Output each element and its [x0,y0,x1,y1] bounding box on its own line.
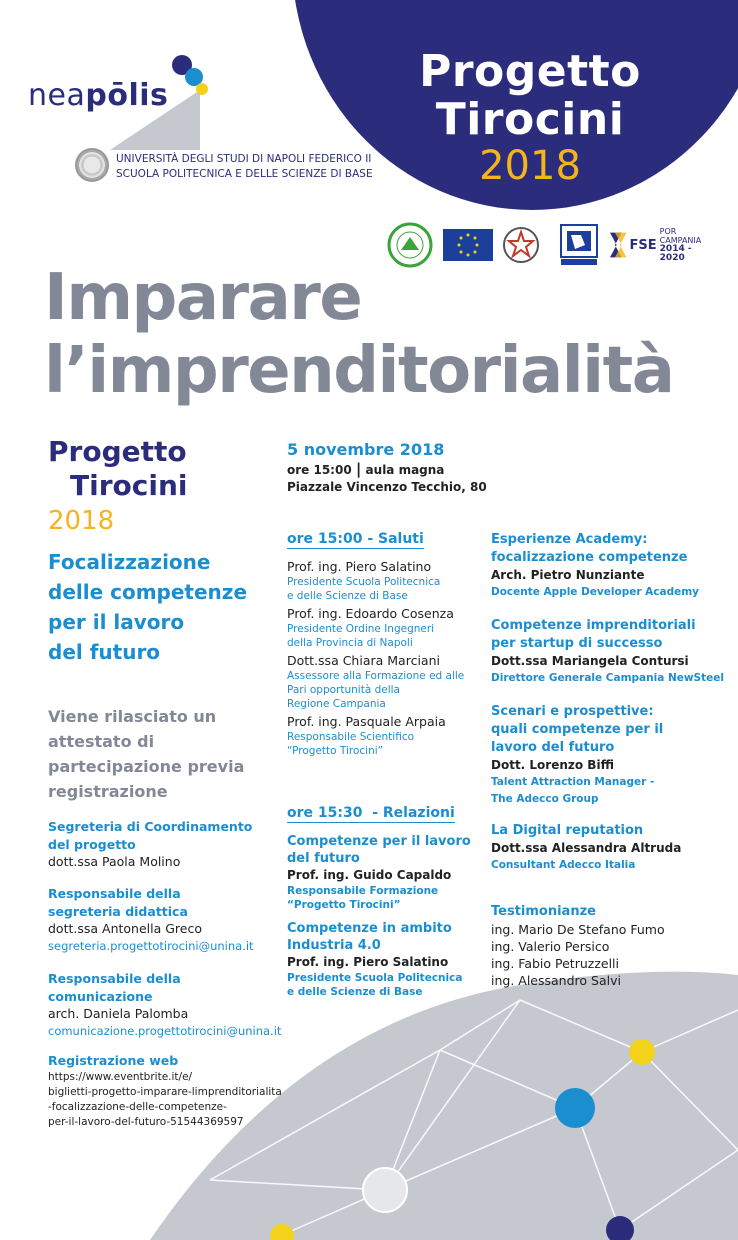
segreteria-block: Segreteria di Coordinamento del progetto dott.ssa Paola Molino [48,819,253,869]
comunicazione-email-link[interactable]: comunicazione.progettotirocini@unina.it [48,1023,282,1038]
scenari-block: Scenari e prospettive: quali competenze per il lavoro del futuro Dott. Lorenzo Biffi Talent Attraction Manager - The Adecco Group [491,704,664,805]
academy-block: Esperienze Academy: focalizzazione competenze Arch. Pietro Nunziante Docente Apple Developer Academy [491,532,700,598]
main-title: Imparare l’imprenditorialità [44,261,674,408]
certificate-note: Viene rilasciato un attestato di partecipazione previa registrazione [48,707,245,801]
fse-logo: FSE POR CAMPANIA 2014 - 2020 [610,222,710,268]
left-year: 2018 [48,506,115,536]
didattica-block: Responsabile della segreteria didattica dott.ssa Antonella Greco segreteria.progettotirocini@unina.it [48,885,288,955]
university-seal-icon [75,148,109,182]
event-info: 5 novembre 2018 ore 15:00 | aula magna Piazzale Vincenzo Tecchio, 80 [287,440,487,494]
registration-url-link[interactable]: https://www.eventbrite.it/e/ biglietti-progetto-imparare-limprenditorialita -focalizzazione-delle-competenze- per-il-lavoro-del-futuro-51544369597 [48,1070,282,1128]
digital-reputation-block: La Digital reputation Dott.ssa Alessandra Altruda Consultant Adecco Italia [491,823,682,871]
network-node [629,1039,655,1065]
comunicazione-block: Responsabile della comunicazione arch. Daniela Palomba comunicazione.progettotirocini@unina.it [48,970,288,1040]
didattica-email-link[interactable]: segreteria.progettotirocini@unina.it [48,938,254,953]
network-node [363,1168,407,1212]
testimonianze-block: Testimonianze ing. Mario De Stefano Fumo ing. Valerio Persico ing. Fabio Petruzzelli ing. Alessandro Salvi [491,904,665,988]
left-project-title: Progetto Tirocini [48,435,188,502]
network-node [555,1088,595,1128]
registration-block: Registrazione web https://www.eventbrite.it/e/ biglietti-progetto-imparare-limprenditorialita -focalizzazione-delle-competenze- per-il-lavoro-del-futuro-51544369597 [48,1052,288,1130]
header-year: 2018 [479,143,581,189]
header-progetto: Progetto [419,46,641,97]
university-name: UNIVERSITÀ DEGLI STUDI DI NAPOLI FEDERICO II SCUOLA POLITECNICA E DELLE SCIENZE DI BASE [116,153,373,180]
header-tirocini: Tirocini [435,94,625,145]
neapolis-logo: neapōlis [28,78,169,113]
relazioni-block: ore 15:30 - Relazioni Competenze per il lavoro del futuro Prof. ing. Guido Capaldo Responsabile Formazione “Progetto Tirocini” Competenze in ambito Industria 4.0 Prof. ing. Piero Salatino Presidente Scuola Politecnica e delle Scienze di Base [287,805,471,998]
saluti-block: ore 15:00 - Saluti Prof. ing. Piero Salatino Presidente Scuola Politecnica e delle Scienze di Base Prof. ing. Edoardo Cosenza Presidente Ordine Ingegneri della Provincia di Napoli Dott.ssa Chiara Marciani Assessore alla Formazione ed alle Pari opportunità della Regione Campania Prof. ing. Pasquale Arpaia Responsabile Scientifico “Progetto Tirocini” [287,531,465,757]
startup-block: Competenze imprenditoriali per startup di successo Dott.ssa Mariangela Contursi Direttore Generale Campania NewSteel [491,618,724,684]
event-subtitle: Focalizzazione delle competenze per il lavoro del futuro [48,550,248,664]
